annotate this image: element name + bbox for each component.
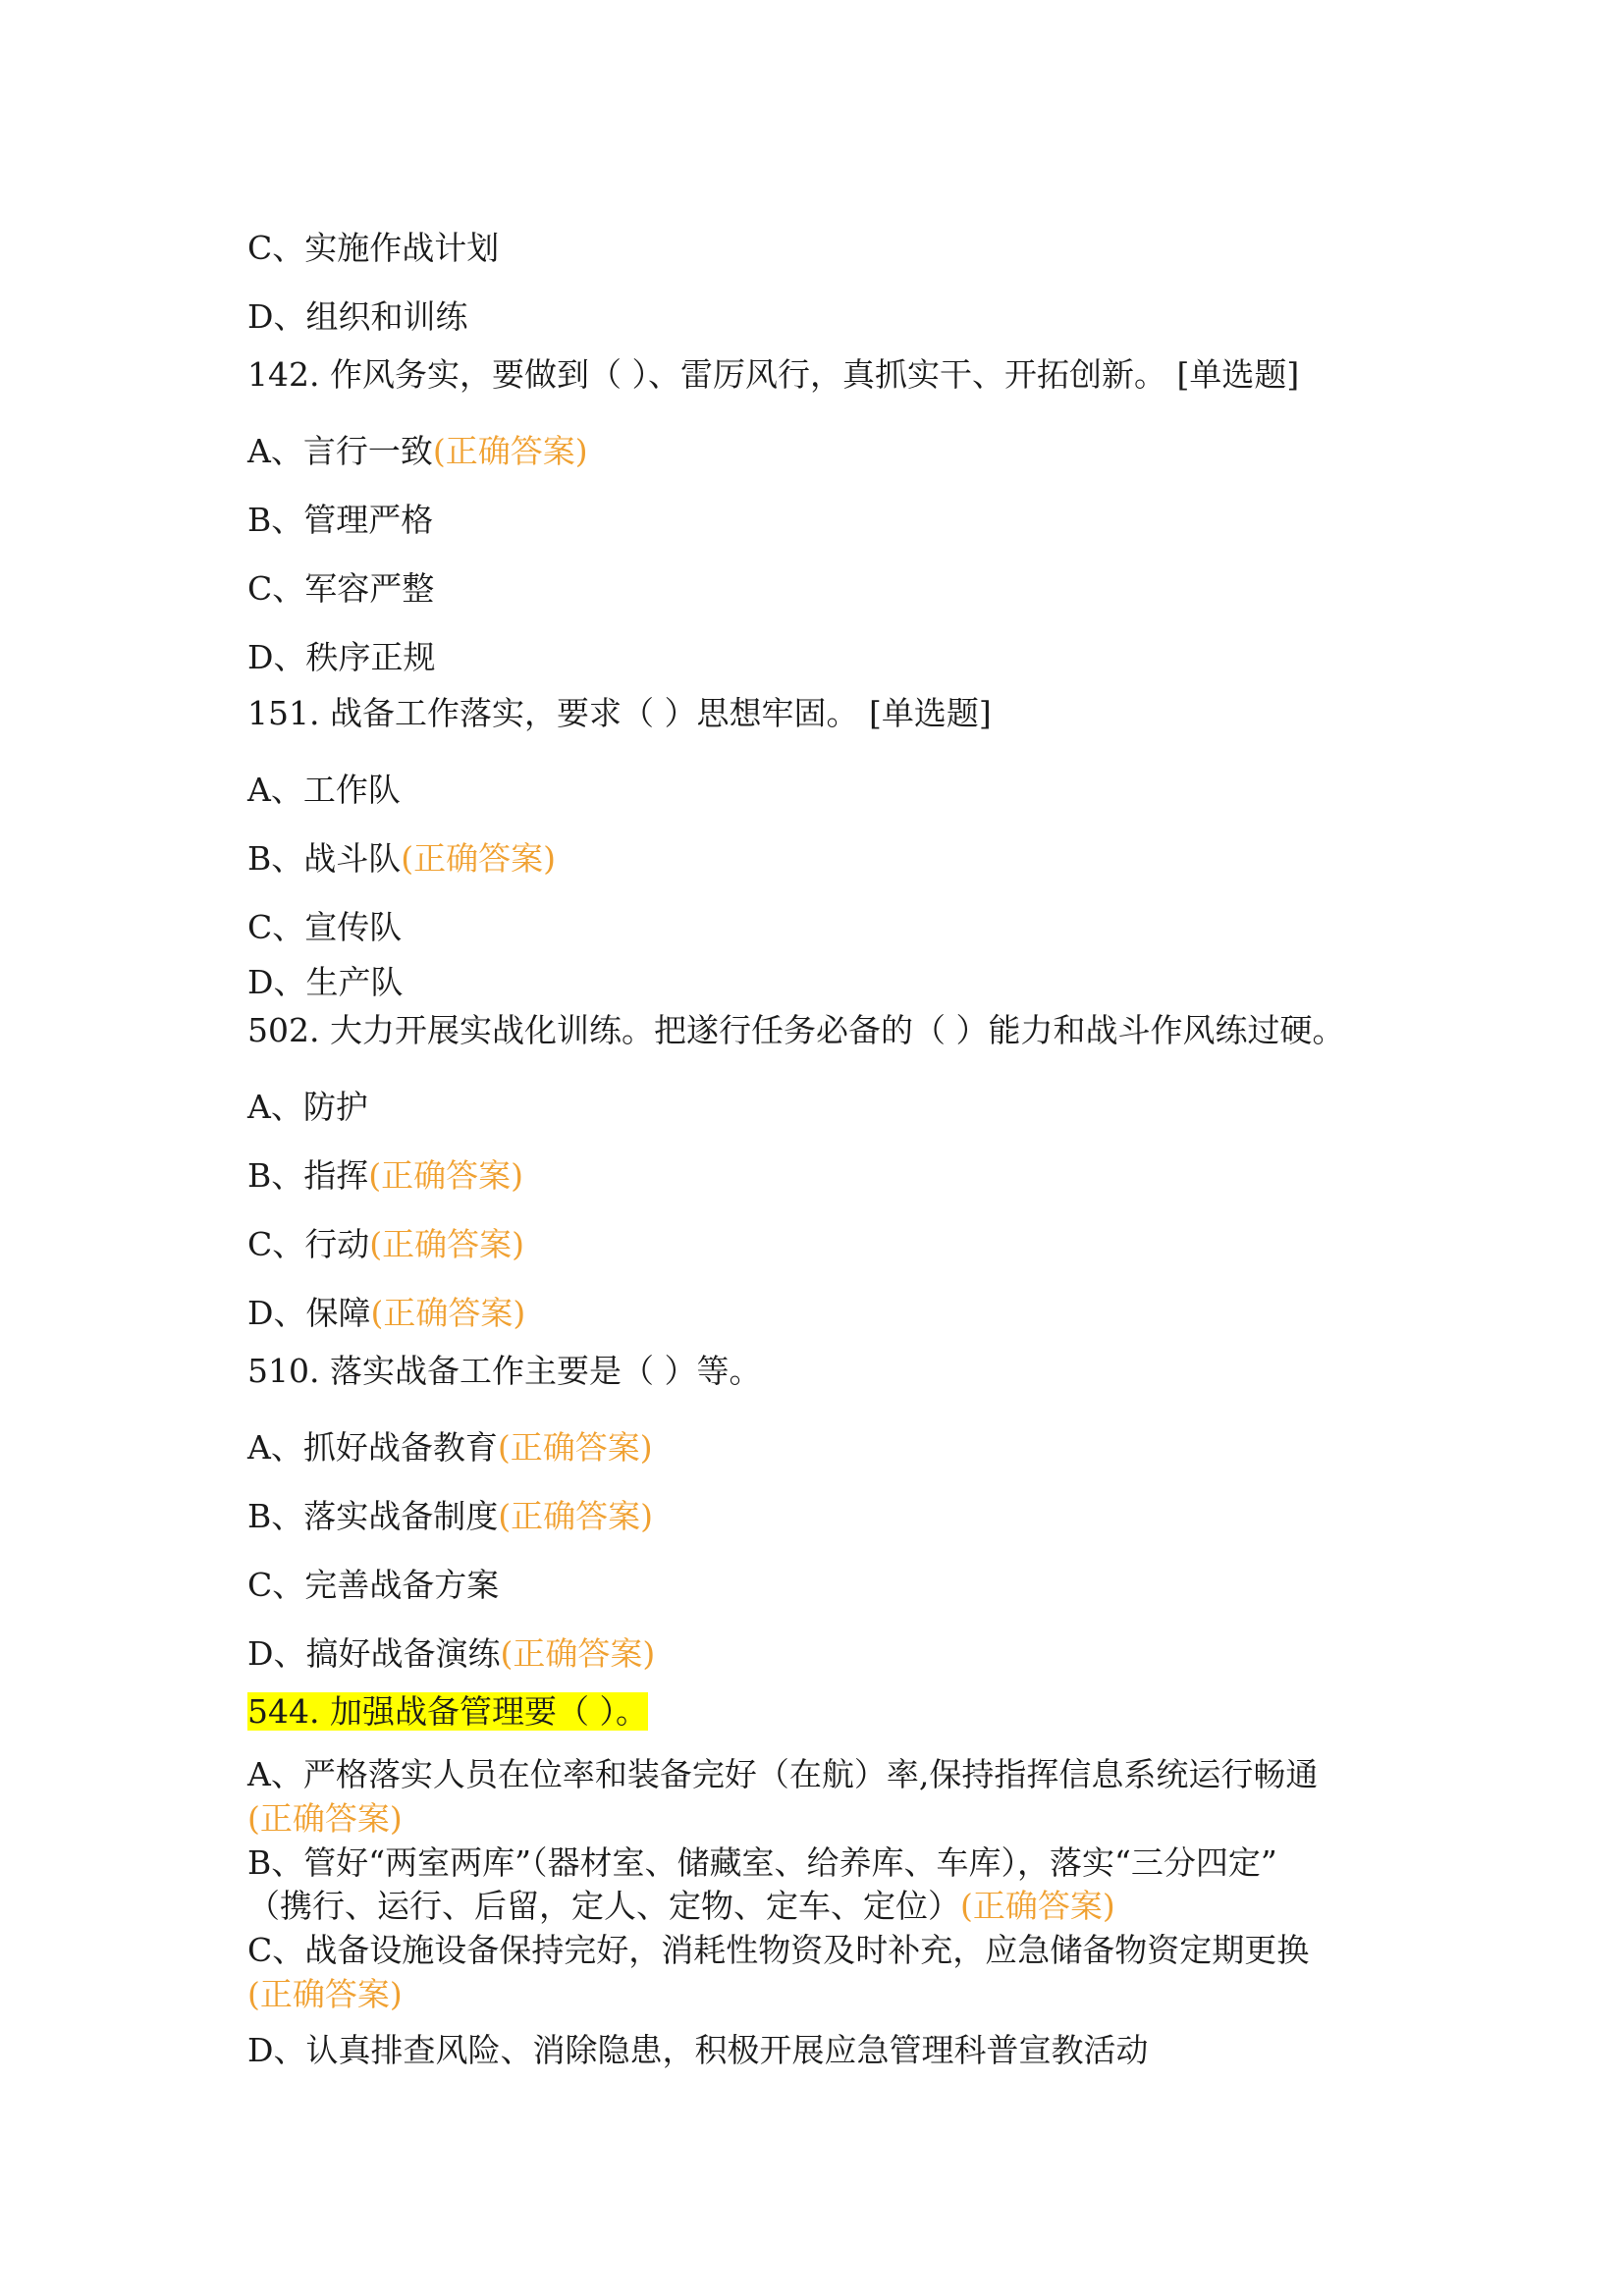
option-a: A、严格落实人员在位率和装备完好（在航）率,保持指挥信息系统运行畅通 (247, 1755, 1319, 1793)
question-510: 510. 落实战备工作主要是（ ）等。 (247, 1352, 762, 1390)
correct-answer-mark: (正确答案) (369, 1225, 524, 1263)
highlighted-question-text: 544. 加强战备管理要（ ）。 (247, 1692, 648, 1731)
option-b: B、落实战备制度(正确答案) (247, 1497, 654, 1535)
correct-answer-mark: (正确答案) (401, 839, 557, 878)
correct-answer-mark: (正确答案) (498, 1497, 654, 1535)
correct-answer-mark: (正确答案) (960, 1887, 1115, 1925)
question-502: 502. 大力开展实战化训练。把遂行任务必备的（ ）能力和战斗作风练过硬。 (247, 1011, 1345, 1049)
option-a: A、防护 (247, 1088, 368, 1126)
option-b: B、指挥(正确答案) (247, 1156, 524, 1195)
option-d: D、组织和训练 (247, 297, 468, 336)
option-c: C、战备设施设备保持完好，消耗性物资及时补充，应急储备物资定期更换 (247, 1931, 1310, 1969)
option-c: C、实施作战计划 (247, 229, 500, 267)
option-a: A、言行一致(正确答案) (247, 432, 588, 470)
option-c: C、宣传队 (247, 908, 403, 946)
correct-answer-mark: (正确答案) (370, 1294, 526, 1332)
option-d: D、搞好战备演练(正确答案) (247, 1634, 656, 1673)
option-c: C、军容严整 (247, 569, 435, 608)
option-c: C、行动(正确答案) (247, 1225, 524, 1263)
correct-answer-mark: (正确答案) (500, 1634, 656, 1673)
option-b-continued: （携行、运行、后留，定人、定物、定车、定位）(正确答案) (247, 1887, 1115, 1925)
question-151: 151. 战备工作落实，要求（ ）思想牢固。 [单选题] (247, 694, 992, 732)
correct-answer-mark: (正确答案) (497, 1428, 653, 1467)
option-a: A、工作队 (247, 771, 401, 809)
option-c-continued (247, 1975, 403, 2014)
option-b: B、管好“两室两库”（器材室、储藏室、给养库、车库），落实“三分四定” (247, 1843, 1277, 1882)
correct-answer-mark: (正确答案) (247, 1799, 403, 1838)
question-544 (247, 1692, 648, 1732)
option-b: B、管理严格 (247, 501, 434, 539)
correct-answer-mark: (正确答案) (247, 1975, 403, 2013)
option-b: B、战斗队(正确答案) (247, 839, 557, 878)
option-d: D、认真排查风险、消除隐患，积极开展应急管理科普宣教活动 (247, 2031, 1149, 2069)
correct-answer-mark: (正确答案) (432, 432, 588, 470)
option-d: D、生产队 (247, 963, 404, 1001)
option-d: D、保障(正确答案) (247, 1294, 526, 1332)
option-a: A、抓好战备教育(正确答案) (247, 1428, 653, 1467)
option-d: D、秩序正规 (247, 638, 436, 676)
option-c: C、完善战备方案 (247, 1566, 500, 1604)
question-142: 142. 作风务实，要做到（ ）、雷厉风行，真抓实干、开拓创新。 [单选题] (247, 355, 1300, 394)
option-a-continued (247, 1799, 403, 1839)
correct-answer-mark: (正确答案) (368, 1156, 524, 1195)
